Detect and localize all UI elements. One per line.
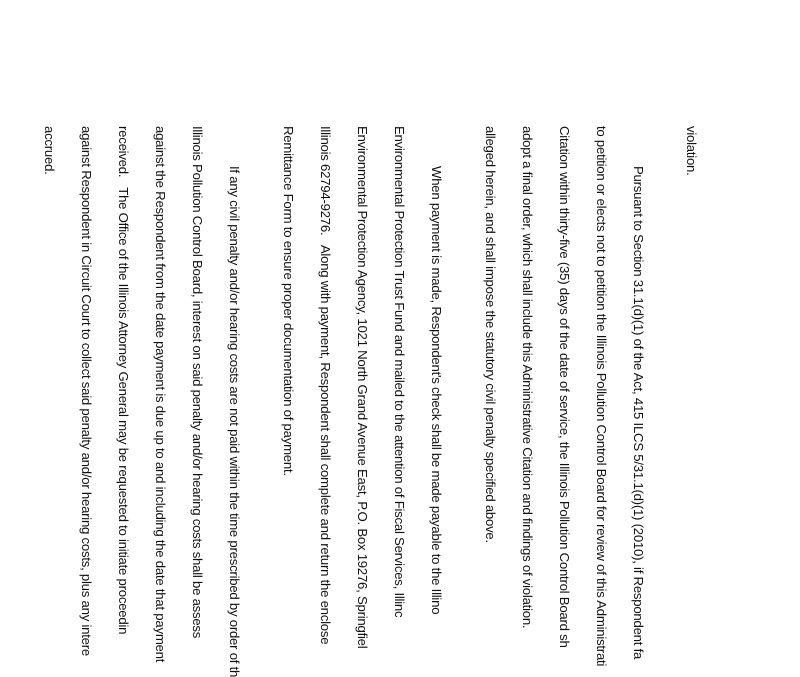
text-line: alleged herein, and shall impose the statutory civil penalty specified above. (483, 126, 498, 543)
text-line: against the Respondent from the date payment is due up to and including the date that payment (153, 126, 168, 663)
text-line: Pursuant to Section 31.1(d)(1) of the Act, 415 ILCS 5/31.1(d)(1) (2010), if Respondent fa (631, 166, 646, 660)
text-line: When payment is made, Respondent's check shall be made payable to the Illino (429, 166, 444, 615)
text-line: violation. (684, 126, 699, 176)
text-line: Remittance Form to ensure proper documentation of payment. (281, 126, 296, 476)
text-line: Illinois 62794-9276. Along with payment, Respondent shall complete and return the enclose (318, 126, 333, 645)
text-line: to petition or elects not to petition the Illinois Pollution Control Board for review of this Administrati (594, 126, 609, 667)
text-line: received. The Office of the Illinois Attorney General may be requested to initiate proceedin (116, 126, 131, 635)
text-line: Environmental Protection Agency, 1021 North Grand Avenue East, P.O. Box 19276, Springfiel (355, 126, 370, 649)
text-line: If any civil penalty and/or hearing costs are not paid within the time prescribed by order of th (227, 166, 242, 677)
text-line: Citation within thirty-five (35) days of the date of service, the Illinois Pollution Control Board sh (557, 126, 572, 648)
text-line: against Respondent in Circuit Court to collect said penalty and/or hearing costs, plus any intere (79, 126, 94, 656)
text-line: adopt a final order, which shall include this Administrative Citation and findings of violation. (520, 126, 535, 629)
text-line: Environmental Protection Trust Fund and mailed to the attention of Fiscal Services, Illinc (392, 126, 407, 618)
text-line: Illinois Pollution Control Board, interest on said penalty and/or hearing costs shall be assess (190, 126, 205, 639)
text-line: accrued. (42, 126, 57, 175)
